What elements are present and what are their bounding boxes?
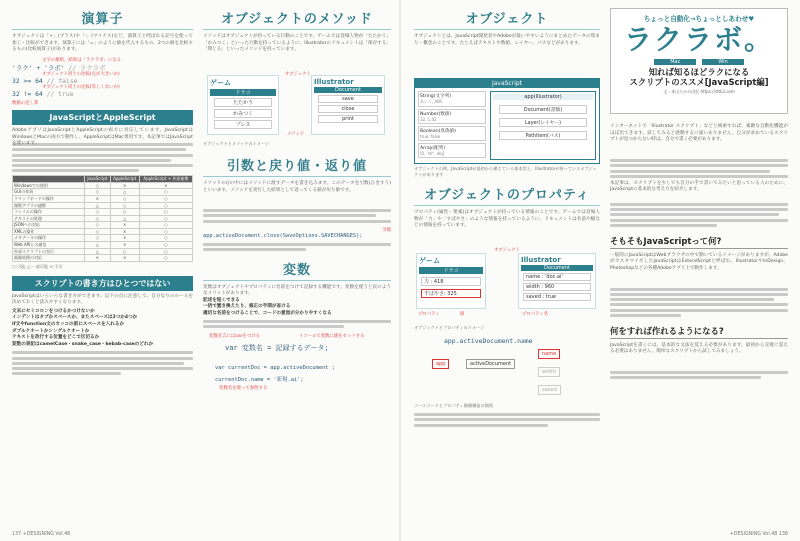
table-header: AppleScript — [110, 176, 139, 183]
text-line — [610, 203, 788, 206]
var-usage-code: currentDoc.name = '新規.ai'; — [215, 376, 304, 383]
table-cell: ○ — [139, 222, 192, 229]
operator-note-1: 文字の連結、結果は「ラクラボ」になる — [42, 58, 122, 63]
table-cell: ○ — [139, 195, 192, 202]
text-placeholder-lines — [203, 320, 391, 328]
text-line — [203, 209, 391, 212]
row-label: 画像処理の対応 — [13, 255, 85, 262]
game-title: ゲーム — [210, 79, 231, 87]
type-item — [418, 126, 486, 141]
table-cell: ○ — [139, 228, 192, 235]
text-line — [203, 320, 391, 323]
properties-diagram — [414, 247, 600, 323]
row-label: 複数アプリの連携 — [13, 202, 85, 209]
table-header — [13, 176, 85, 183]
lead-text-2: 本記事は、スクリプトを少しでも自分の手で書いてみたいと思っている人のために、JavaScriptの基本的な考え方を紹介します。 — [610, 180, 788, 193]
table-cell: × — [85, 255, 111, 262]
app-child-item: Layer(レイヤー) — [499, 118, 587, 127]
list-item: 適切な名前をつけることで、コードの意図が分かりやすくなる — [203, 310, 332, 316]
table-cell: ○ — [85, 228, 111, 235]
tree-node: activeDocument — [466, 359, 515, 369]
arguments-code: app.activeDocument.close(SaveOptions.SAVECHANGES); — [203, 232, 363, 239]
var-note-2: イコールで変数に値をセットする — [299, 333, 365, 339]
text-line — [610, 213, 779, 216]
text-placeholder-lines — [610, 371, 788, 379]
text-line — [203, 220, 391, 223]
middle-left-column — [203, 8, 391, 395]
game-title: ゲーム — [419, 257, 440, 265]
type-sample: [0, 'str', obj] — [420, 151, 445, 156]
byline: 文・本山たかみ由紀 https://sttk3.com — [663, 89, 735, 94]
text-line — [12, 372, 121, 375]
text-line — [610, 371, 788, 374]
row-label: GUIの作成 — [13, 189, 85, 196]
table-row — [13, 182, 193, 189]
subtitle: 知れば知るほどラクになる スクリプトのススメ[JavaScript編] — [629, 67, 769, 87]
table-cell: × — [110, 228, 139, 235]
section-title-operators: 演算子 — [12, 8, 193, 30]
table-cell: × — [110, 242, 139, 249]
list-item: 記述を短くできる — [203, 297, 240, 303]
text-placeholder-lines — [203, 243, 391, 251]
methods-diagram-caption: オブジェクトとメソッドのイメージ — [203, 141, 270, 146]
method-label: メソッド — [287, 132, 305, 137]
var-caption: 変数名を使って参照する — [219, 385, 268, 391]
methods-diagram — [203, 71, 391, 139]
basic-types-list — [418, 91, 486, 160]
prop-illustrator-box — [518, 253, 596, 309]
text-line — [203, 243, 391, 246]
prop-object-label: オブジェクト — [494, 248, 520, 253]
arguments-code-box — [203, 227, 391, 239]
text-line — [610, 376, 761, 379]
text-placeholder-lines — [610, 203, 788, 227]
table-cell: ○ — [110, 209, 139, 216]
table-cell: ○ — [85, 182, 111, 189]
tree-code: app.activeDocument.name — [444, 337, 533, 345]
tree-node: app — [432, 359, 449, 369]
text-placeholder-lines — [203, 209, 391, 222]
text-line — [610, 164, 788, 167]
table-cell: ○ — [85, 209, 111, 216]
text-line — [610, 175, 788, 178]
section-title-objects: オブジェクト — [414, 8, 600, 30]
code-expression: 'ラク' + 'ラボ' — [12, 64, 65, 72]
row-label: テキストの処理 — [13, 215, 85, 222]
tree-node: name — [538, 349, 560, 359]
property-label: プロパティ — [418, 312, 440, 317]
tree-node: saved — [538, 385, 561, 395]
code-comment: // — [46, 77, 55, 85]
property-item: name : 'doc.ai' — [523, 273, 591, 281]
text-line — [12, 159, 171, 162]
text-line — [414, 413, 600, 416]
left-folio: 137 +DESIGNING Vol.48 — [12, 532, 71, 537]
table-cell: ○ — [139, 202, 192, 209]
table-row — [13, 209, 193, 216]
list-item: テキストを改行する位置をどこで区切るか — [12, 335, 100, 341]
text-placeholder-lines — [610, 288, 788, 317]
row-label: クリップボードの操作 — [13, 195, 85, 202]
tree-node: width — [538, 367, 560, 377]
section-bar-writing-style: スクリプトの書き方はひとつではない — [12, 276, 193, 291]
value-label: 値 — [460, 312, 465, 317]
property-tree-diagram — [414, 337, 600, 411]
type-item — [418, 143, 486, 158]
type-item — [418, 91, 486, 107]
text-line — [12, 154, 193, 157]
table-cell: ○ — [85, 222, 111, 229]
code-expression: 32 >= 64 — [12, 77, 43, 85]
list-item: 一括で置き換えたり、修正の手間が省ける — [203, 304, 291, 310]
table-cell: △ — [110, 189, 139, 196]
table-row — [13, 248, 193, 255]
text-line — [12, 367, 193, 370]
table-cell: △ — [85, 248, 111, 255]
text-line — [12, 362, 184, 365]
table-cell: ○ — [139, 215, 192, 222]
document-object-label: Document — [521, 265, 593, 271]
text-placeholder-lines — [12, 351, 193, 375]
type-name: Array(配列) — [420, 146, 446, 151]
text-line — [610, 293, 788, 296]
table-cell: × — [139, 182, 192, 189]
table-cell: ○ — [139, 255, 192, 262]
table-cell: ○ — [139, 242, 192, 249]
table-cell: ○ — [110, 202, 139, 209]
text-line — [610, 303, 788, 306]
row-label: メタデータの操作 — [13, 235, 85, 242]
text-placeholder-lines — [414, 413, 600, 426]
table-cell: ○ — [139, 209, 192, 216]
table-cell: ○ — [110, 195, 139, 202]
table-row — [13, 235, 193, 242]
type-name: Boolean(真偽値) — [420, 129, 456, 134]
table-row — [13, 195, 193, 202]
row-label: ファイルの操作 — [13, 209, 85, 216]
arguments-text: メソッドの()の中にはメソッドに渡すデータを書き込みます。このデータを引数(ひきすう)といいます。メソッドを実行した結果として返ってくる値が戻り値です。 — [203, 181, 391, 193]
row-label: Windowsでの使用 — [13, 182, 85, 189]
type-item — [418, 109, 486, 124]
section-title-variables: 変数 — [203, 259, 391, 281]
operator-note-2: 数値の足し算 — [12, 101, 39, 106]
table-cell: × — [110, 255, 139, 262]
action-item: ブレス — [214, 120, 272, 129]
table-cell: ○ — [139, 189, 192, 196]
javascript-box-title: JavaScript — [415, 79, 599, 88]
table-cell: × — [110, 182, 139, 189]
illustrator-box — [311, 75, 385, 135]
table-cell: △ — [85, 242, 111, 249]
illustrator-title: Illustrator — [314, 78, 354, 86]
text-line — [203, 325, 344, 328]
text-line — [610, 224, 717, 227]
text-line — [414, 418, 600, 421]
question-1-text: 一般的にJavaScriptはWebブラウザの中で動いているイメージがありますが、AdobeがカスタマイズしたJavaScriptはExtendScriptと呼ばれ、IllustratorやInDesign、Photoshopなどの各種Adobeアプリ上で動作します。 — [610, 252, 788, 271]
table-row — [13, 242, 193, 249]
text-line — [610, 159, 788, 162]
table-row — [13, 228, 193, 235]
list-item: 文末にセミコロンをつけるかつけないか — [12, 308, 95, 314]
writing-style-list — [12, 309, 193, 349]
game-object-label: ドラコ — [210, 89, 276, 96]
table-row — [13, 215, 193, 222]
app-child-item: PathItem(パス) — [499, 131, 587, 140]
text-line — [610, 170, 770, 173]
app-object-label: app(Illustrator) — [493, 94, 593, 100]
text-line — [414, 424, 548, 427]
properties-diagram-caption: オブジェクトとプロパティのイメージ — [414, 325, 485, 330]
objects-intro: オブジェクトとは、JavaScript開発者やAdobeが扱いやすいようにまとめたデータの集まり・概念のことです。たとえばテキストや数値、レイヤー、パスなどがあります。 — [414, 34, 600, 46]
operator-note-4: オブジェクト同士の比較(等しくないか) — [42, 85, 120, 90]
os-badge-win: Win — [702, 59, 743, 65]
text-line — [610, 219, 788, 222]
operator-note-3: オブジェクト同士の比較(左が大きいか) — [42, 72, 120, 77]
objects-diagram-caption: オブジェクトの例。JavaScriptが最初から備えている基本型と、Illustratorが持っているオブジェクトがあります — [414, 166, 597, 177]
operators-code-box — [12, 57, 193, 97]
table-cell: ○ — [85, 189, 111, 196]
right-folio: +DESIGNING Vol.48 138 — [729, 532, 788, 537]
section-bar-js-applescript: JavaScriptとAppleScript — [12, 110, 193, 125]
table-header: AppleScript + 外部連携 — [139, 176, 192, 183]
text-line — [610, 208, 788, 211]
methods-intro: メソッドはオブジェクトが持っている行動のことです。ゲームでは登場人物が「たたかう」「かみつく」といった行動を持っているように、Illustratorのドキュメントは「保存する」「閉じる」といったメソッドを持っています。 — [203, 34, 391, 53]
text-line — [12, 148, 186, 151]
table-legend: ○:可能 △:一部可能 ×:不可 — [12, 263, 63, 269]
table-cell: △ — [85, 202, 111, 209]
table-row — [13, 202, 193, 209]
javascript-objects-box — [414, 78, 600, 164]
text-line — [12, 164, 193, 167]
logo: ラクラボ。 — [623, 23, 774, 56]
page-gutter — [399, 0, 401, 541]
var-syntax-code: var 変数名 = 記録するデータ; — [225, 343, 329, 352]
list-item: 変数の表記はcamelCase・snake_case・kebab-caseのどれか — [12, 341, 154, 347]
title-block — [610, 8, 788, 114]
document-object-label: Document — [314, 87, 382, 93]
table-cell: ○ — [139, 248, 192, 255]
action-item: かみつく — [214, 109, 272, 118]
question-2-text: JavaScriptを書くには、基本的な文法を覚える必要があります。最初から完璧に覚える必要はありません。簡単なスクリプトから試してみましょう。 — [610, 342, 788, 355]
left-column — [12, 8, 193, 377]
variables-code-box — [203, 333, 391, 395]
text-line — [12, 169, 139, 172]
prop-game-box — [416, 253, 486, 309]
os-badge-mac: Mac — [654, 59, 696, 65]
table-row — [13, 255, 193, 262]
list-item: インデントはタブかスペースか、またスペースは2つか4つか — [12, 315, 138, 321]
middle-right-column — [414, 8, 600, 429]
table-header: JavaScript — [85, 176, 111, 183]
type-name: String(文字列) — [420, 94, 452, 99]
illustrator-title: Illustrator — [521, 256, 561, 264]
app-child-item: Document(書類) — [499, 105, 587, 114]
table-cell: × — [85, 195, 111, 202]
writing-style-text: JavaScriptはいろいろな書き方ができます。以下の点に注意して、自分なりのルールを決めておくと読みやすくなります。 — [12, 293, 193, 306]
right-column — [610, 8, 788, 381]
table-cell: ○ — [85, 235, 111, 242]
code-result: false — [58, 77, 78, 85]
code-result: true — [58, 90, 74, 98]
tree-diagram-caption: ソースコードとプロパティ階層構造の関係 — [414, 403, 494, 408]
text-line — [203, 214, 376, 217]
property-item: saved : true — [523, 293, 591, 301]
text-line — [610, 298, 774, 301]
app-object-box — [490, 91, 596, 160]
table-cell: ○ — [139, 235, 192, 242]
code-comment: // — [46, 90, 55, 98]
table-cell: △ — [110, 215, 139, 222]
code-comment: // — [68, 64, 77, 72]
table-cell: × — [110, 222, 139, 229]
operators-intro: オブジェクトは「+」(プラス)や「-」(マイナス)など、演算子と呼ばれる記号を使って加工・比較ができます。演算子には「=」のように値を代入するもの、2つの値を比較するもの(比較演算子)があります。 — [12, 34, 193, 53]
text-line — [610, 288, 788, 291]
variables-text: 変数はオブジェクトやプロパティに名前をつけて記録する機能です。変数を使うと次のようなメリットがあります。 — [203, 284, 391, 297]
type-sample: true, false — [420, 134, 441, 139]
var-declaration-code: var currentDoc = app.activeDocument ; — [215, 364, 336, 371]
method-item: save — [318, 95, 378, 103]
question-heading-2: 何をすれば作れるようになる? — [610, 325, 788, 339]
property-item: すばやさ: 325 — [421, 289, 481, 298]
argument-arrow-label: 引数 — [382, 227, 391, 233]
method-item: close — [318, 105, 378, 113]
row-label: JSONへの対応 — [13, 222, 85, 229]
properties-text: プロパティ(属性・要素)はオブジェクトが持っている情報のことです。ゲームでは登場人物が「力」や「すばやさ」のような情報を持っているように、ドキュメントは名前や幅などの情報を持っています。 — [414, 210, 600, 229]
type-sample: あいう, ABC — [420, 99, 443, 104]
method-item: print — [318, 115, 378, 123]
property-item: width : 960 — [523, 283, 591, 291]
kicker: ちょっと自動化→ちょっとしあわせ♥ — [643, 15, 755, 23]
type-name: Number(数値) — [420, 112, 452, 117]
text-line — [203, 248, 306, 251]
text-line — [12, 357, 193, 360]
table-cell: ○ — [85, 215, 111, 222]
code-result: ラクラボ — [79, 64, 106, 72]
js-applescript-text: AdobeアプリはJavaScriptとAppleScriptの両方に対応しています。JavaScriptはWindowsとMacの両方で動作し、AppleScriptはMac専用です。本記事ではJavaScriptを使います。 — [12, 128, 193, 147]
section-title-methods: オブジェクトのメソッド — [203, 8, 391, 30]
property-name-label: プロパティ名 — [522, 312, 548, 317]
list-item: if文やfunction文のカッコの前にスペースを入れるか — [12, 322, 125, 328]
section-title-arguments: 引数と戻り値・返り値 — [203, 155, 391, 177]
table-row — [13, 189, 193, 196]
code-expression: 32 != 64 — [12, 90, 43, 98]
os-badges — [617, 59, 781, 65]
property-item: 力 : 418 — [421, 277, 481, 286]
game-object-label: ドラコ — [419, 267, 483, 274]
lead-text: インターネットで「Illustrator スクリプト」などと検索すれば、素敵な自動化機能がほぼ出てきます。試してみると感動するに違いありません。自分が求めているスクリプトが見つからない時は、自分で書く必要があります。 — [610, 124, 788, 143]
list-item: ダブルクオートかシングルクオートか — [12, 328, 90, 334]
type-sample: 32, 1.42 — [420, 117, 437, 122]
section-title-properties: オブジェクトのプロパティ — [414, 184, 600, 206]
table-cell: × — [110, 235, 139, 242]
javascript-box-body — [415, 88, 599, 163]
game-box — [207, 75, 279, 135]
table-body — [13, 182, 193, 261]
action-item: たたかう — [214, 98, 272, 107]
text-line — [12, 351, 193, 354]
question-heading-1: そもそもJavaScriptって何? — [610, 235, 788, 249]
comparison-table — [12, 175, 193, 262]
row-label: 外部スクリプトの実行 — [13, 248, 85, 255]
var-note-1: 変数宣言にはvarをつける — [209, 333, 261, 339]
table-cell: ○ — [110, 248, 139, 255]
object-label: オブジェクト — [285, 72, 311, 77]
table-row — [13, 222, 193, 229]
text-line — [610, 314, 681, 317]
row-label: XMLの操作 — [13, 228, 85, 235]
variables-list — [203, 298, 391, 318]
text-placeholder-lines — [610, 159, 788, 178]
row-label: Web APIとの通信 — [13, 242, 85, 249]
operator-code-line-3 — [12, 90, 74, 98]
text-line — [610, 309, 788, 312]
